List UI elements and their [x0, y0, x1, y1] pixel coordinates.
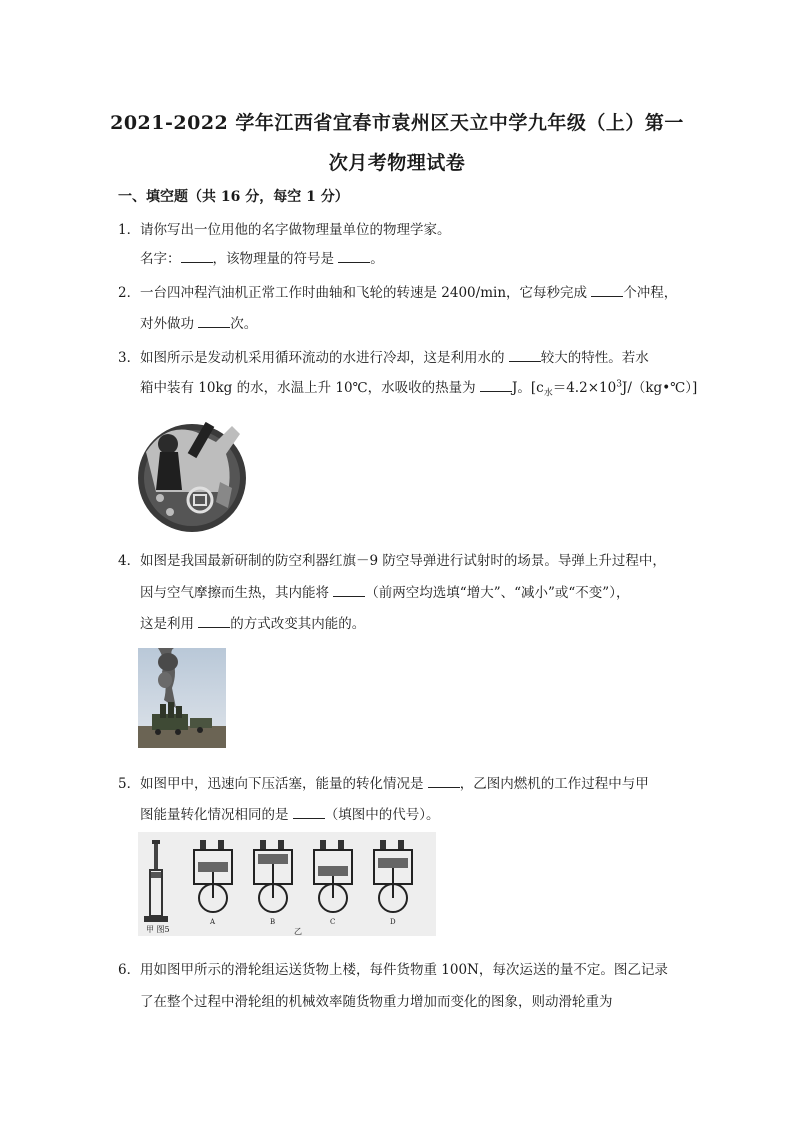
question-6-line1 — [118, 958, 668, 978]
answer-blank[interactable] — [480, 379, 512, 392]
question-1-end: 。 — [370, 251, 384, 267]
answer-blank[interactable] — [509, 349, 541, 362]
exam-title-line2: 次月考物理试卷 — [328, 152, 466, 174]
question-2-text-c: 对外做功 — [140, 316, 194, 332]
stroke-label-d: D — [390, 918, 396, 926]
section-heading: 一、填空题（共 16 分，每空 1 分） — [118, 189, 349, 205]
question-6-number: 6． — [118, 962, 141, 978]
question-4-text-e: 的方式改变其内能的。 — [230, 616, 366, 632]
stroke-label-b: B — [270, 918, 276, 926]
answer-blank[interactable] — [181, 250, 213, 263]
engine-cooling-figure — [136, 412, 248, 534]
answer-blank[interactable] — [293, 806, 325, 819]
engine-strokes-figure — [138, 832, 436, 936]
question-1-number: 1． — [118, 222, 141, 238]
question-3-text-c: 箱中装有 10kg 的水，水温上升 10℃，水吸收的热量为 — [140, 380, 476, 396]
question-3-superscript: 3 — [616, 379, 622, 390]
answer-blank[interactable] — [333, 584, 365, 597]
question-5-line1 — [118, 772, 649, 792]
answer-blank[interactable] — [428, 775, 460, 788]
question-6-line2 — [140, 990, 613, 1010]
question-4-text-c: （前两空均选填“增大”、“减小”或“不变”）， — [365, 585, 630, 601]
question-5-text-d: （填图中的代号）。 — [324, 807, 440, 823]
question-5-text-a: 如图甲中，迅速向下压活塞，能量的转化情况是 — [140, 776, 424, 792]
question-3-text-d: J。[c — [511, 380, 544, 396]
question-3-line2 — [140, 376, 697, 399]
question-4-line3 — [140, 612, 365, 632]
question-4-text-b: 因与空气摩擦而生热，其内能将 — [140, 585, 329, 601]
stroke-label-c: C — [330, 918, 336, 926]
missile-launch-photo — [138, 648, 226, 748]
exam-title-line1: 2021-2022 学年江西省宜春市袁州区天立中学九年级（上）第一 — [110, 112, 684, 134]
question-1-text: 请你写出一位用他的名字做物理量单位的物理学家。 — [140, 222, 451, 238]
question-3-text-f: J/（kg•℃）] — [621, 380, 698, 396]
question-6-text-a: 用如图甲所示的滑轮组运送货物上楼，每件货物重 100N，每次运送的量不定。图乙记录 — [140, 962, 668, 978]
question-5-line2 — [140, 803, 440, 823]
question-4-line2 — [140, 581, 629, 601]
question-2-line2 — [140, 312, 257, 332]
question-1-line2 — [140, 247, 384, 267]
answer-blank[interactable] — [591, 284, 623, 297]
question-1-line1 — [118, 218, 451, 238]
question-1-name-label: 名字： — [140, 251, 181, 267]
figure-yi-label: 乙 — [294, 927, 302, 936]
answer-blank[interactable] — [338, 250, 370, 263]
answer-blank[interactable] — [198, 315, 230, 328]
question-2-text-a: 一台四冲程汽油机正常工作时曲轴和飞轮的转速是 2400/min，它每秒完成 — [140, 285, 588, 301]
question-5-text-c: 图能量转化情况相同的是 — [140, 807, 289, 823]
question-4-number: 4． — [118, 553, 141, 569]
question-2-line1 — [118, 281, 677, 301]
question-3-subscript: 水 — [543, 388, 553, 399]
question-5-text-b: ，乙图内燃机的工作过程中与甲 — [459, 776, 649, 792]
answer-blank[interactable] — [198, 615, 230, 628]
figure-jia-label: 甲 图5 — [146, 925, 170, 934]
question-5-number: 5． — [118, 776, 141, 792]
question-2-text-d: 次。 — [230, 316, 258, 332]
question-3-line1 — [118, 346, 649, 366]
question-2-number: 2． — [118, 285, 141, 301]
question-4-line1 — [118, 549, 666, 569]
question-3-number: 3． — [118, 350, 141, 366]
question-6-text-b: 了在整个过程中滑轮组的机械效率随货物重力增加而变化的图象，则动滑轮重为 — [140, 994, 613, 1010]
question-3-text-e: ＝4.2×10 — [552, 380, 617, 396]
question-4-text-a: 如图是我国最新研制的防空利器红旗－9 防空导弹进行试射时的场景。导弹上升过程中， — [140, 553, 666, 569]
stroke-label-a: A — [210, 918, 216, 926]
question-4-text-d: 这是利用 — [140, 616, 194, 632]
question-3-text-b: 较大的特性。若水 — [540, 350, 649, 366]
question-2-text-b: 个冲程， — [623, 285, 678, 301]
question-3-text-a: 如图所示是发动机采用循环流动的水进行冷却，这是利用水的 — [140, 350, 505, 366]
question-1-symbol-label: ，该物理量的符号是 — [212, 251, 334, 267]
